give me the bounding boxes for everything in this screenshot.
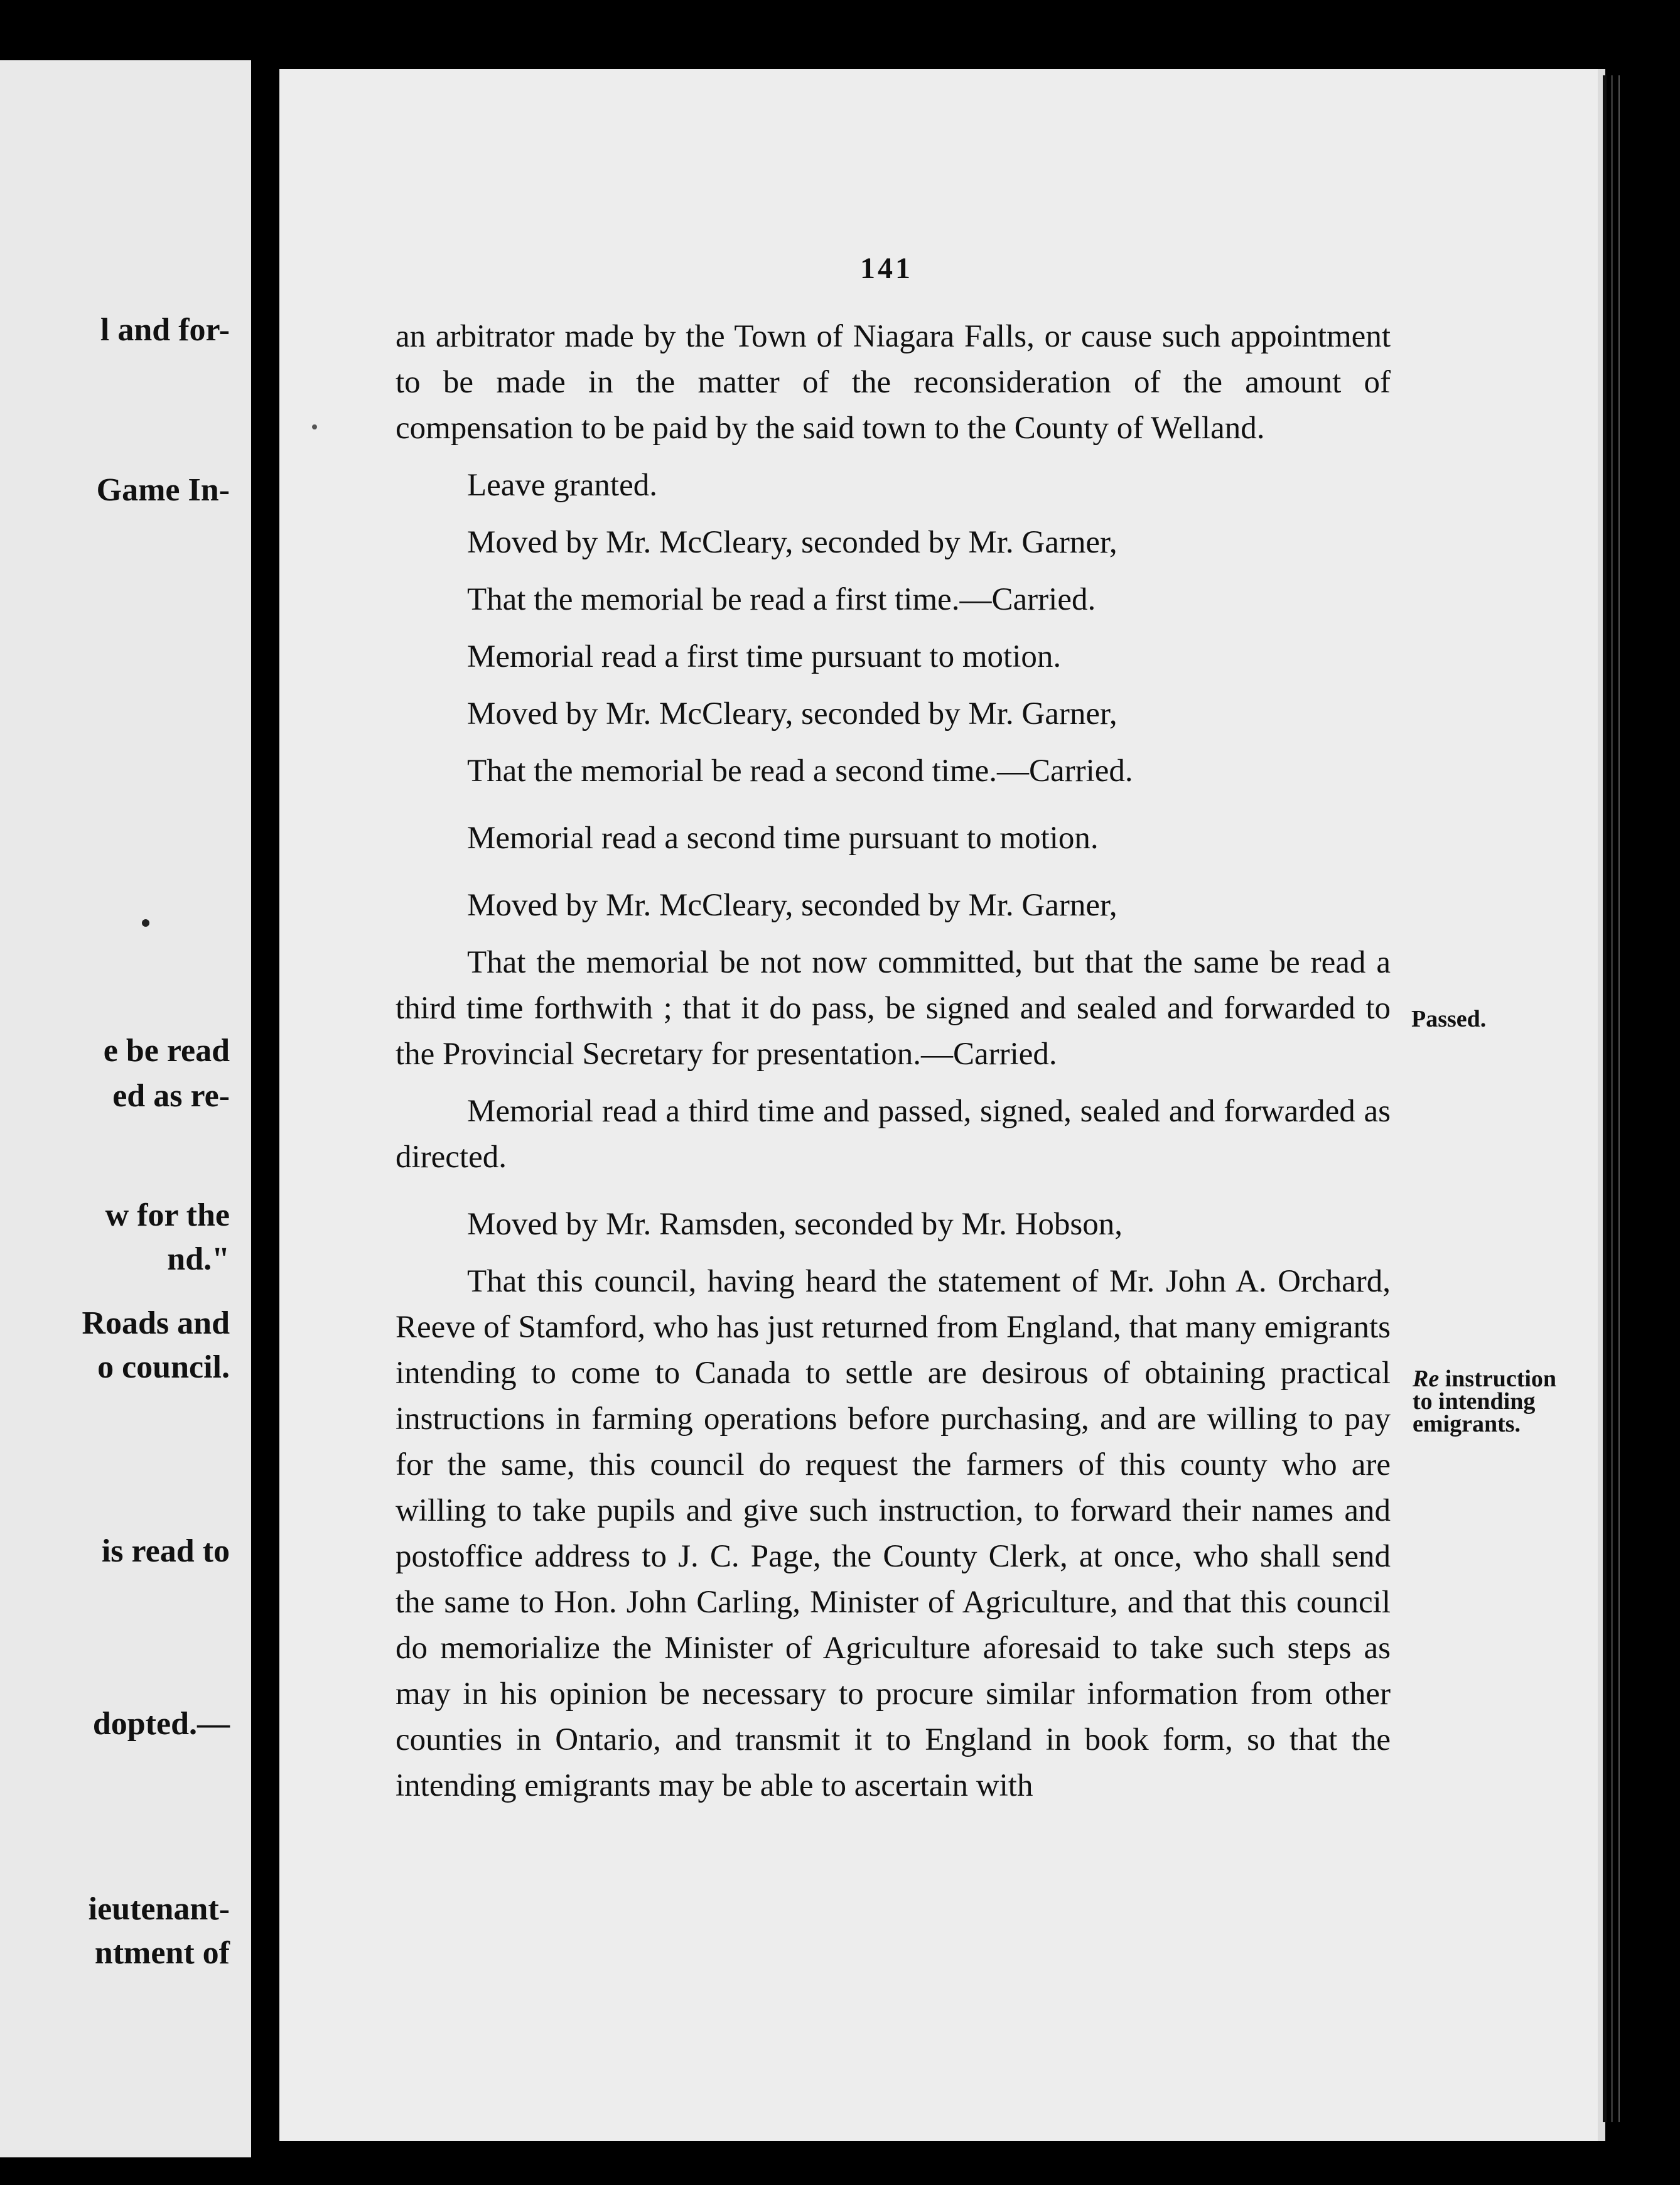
ink-dot — [142, 919, 149, 927]
book-gutter — [251, 0, 283, 2185]
marginal-note-line: to intending — [1413, 1388, 1536, 1415]
page-edge-line — [1618, 75, 1620, 2122]
paragraph: Moved by Mr. McCleary, seconded by Mr. Garner, — [467, 696, 1117, 731]
document-body — [396, 314, 1391, 1809]
paragraph: That the memorial be not now committed, but that the same be read a third time forthwith ; that it do pass, be signed and sealed and forwarded to the Provincial Secretary for presentation.—Carried. — [396, 945, 1391, 1072]
left-page-fragment: ieutenant- — [88, 1891, 230, 1927]
left-page-fragment: nd." — [167, 1241, 230, 1277]
marginal-note-line — [1413, 1368, 1556, 1390]
ink-dot — [312, 424, 317, 429]
left-page-fragment: l and for- — [100, 312, 230, 348]
page-edge-line — [1603, 75, 1607, 2122]
paragraph: That this council, having heard the statement of Mr. John A. Orchard, Reeve of Stamford, who has just returned from England, that many emigrants intending to come to Canada to settle are desirous of obtaining practical instructions in farming operations before purchasing, and are willing to pay for the same, this council do request the farmers of this county who are willing to take pupils and give such instruction, to forward their names and postoffice address to J. C. Page, the County Clerk, at once, who shall send the same to Hon. John Carling, Minister of Agriculture, and that this council do memorialize the Minister of Agriculture aforesaid to take such steps as may in his opinion be necessary to procure similar information from other counties in Ontario, and transmit it to England in book form, so that the intending emigrants may be able to ascertain with — [396, 1264, 1391, 1803]
paragraph: Memorial read a third time and passed, signed, sealed and forwarded as directed. — [396, 1094, 1391, 1175]
left-facing-page — [0, 60, 251, 2157]
paragraph: Leave granted. — [467, 468, 657, 503]
left-page-fragment: ntment of — [94, 1935, 230, 1971]
left-page-fragment: is read to — [101, 1533, 230, 1569]
left-page-fragment: dopted.— — [92, 1706, 230, 1742]
paragraph: Moved by Mr. McCleary, seconded by Mr. Garner, — [467, 888, 1117, 923]
marginal-note-emigrants — [1413, 1368, 1556, 1435]
paragraph: Memorial read a second time pursuant to motion. — [467, 821, 1099, 856]
paragraph: That the memorial be read a first time.—Carried. — [467, 582, 1096, 617]
left-page-fragment: o council. — [97, 1349, 230, 1385]
paragraph: an arbitrator made by the Town of Niagara Falls, or cause such appointment to be made in the matter of the reconsideration of the amount of compensation to be paid by the said town to the County of Welland. — [396, 319, 1391, 446]
page-number: 141 — [860, 252, 913, 285]
paragraph: Moved by Mr. Ramsden, seconded by Mr. Hobson, — [467, 1207, 1123, 1242]
paragraph: Memorial read a first time pursuant to motion. — [467, 639, 1062, 674]
left-page-fragment: Game In- — [96, 472, 230, 508]
marginal-note-text: instruction — [1439, 1366, 1557, 1392]
left-page-fragment: ed as re- — [112, 1078, 230, 1114]
left-page-fragment: e be read — [103, 1033, 230, 1069]
marginal-note-re: Re — [1413, 1366, 1440, 1392]
paragraph: Moved by Mr. McCleary, seconded by Mr. Garner, — [467, 525, 1117, 560]
paragraph: That the memorial be read a second time.—Carried. — [467, 753, 1133, 789]
left-page-fragment: Roads and — [82, 1305, 230, 1341]
left-page-fragment: w for the — [105, 1197, 230, 1233]
page-edge-line — [1611, 75, 1613, 2122]
marginal-note-passed: Passed. — [1411, 1006, 1487, 1032]
marginal-note-line: emigrants. — [1413, 1411, 1521, 1437]
